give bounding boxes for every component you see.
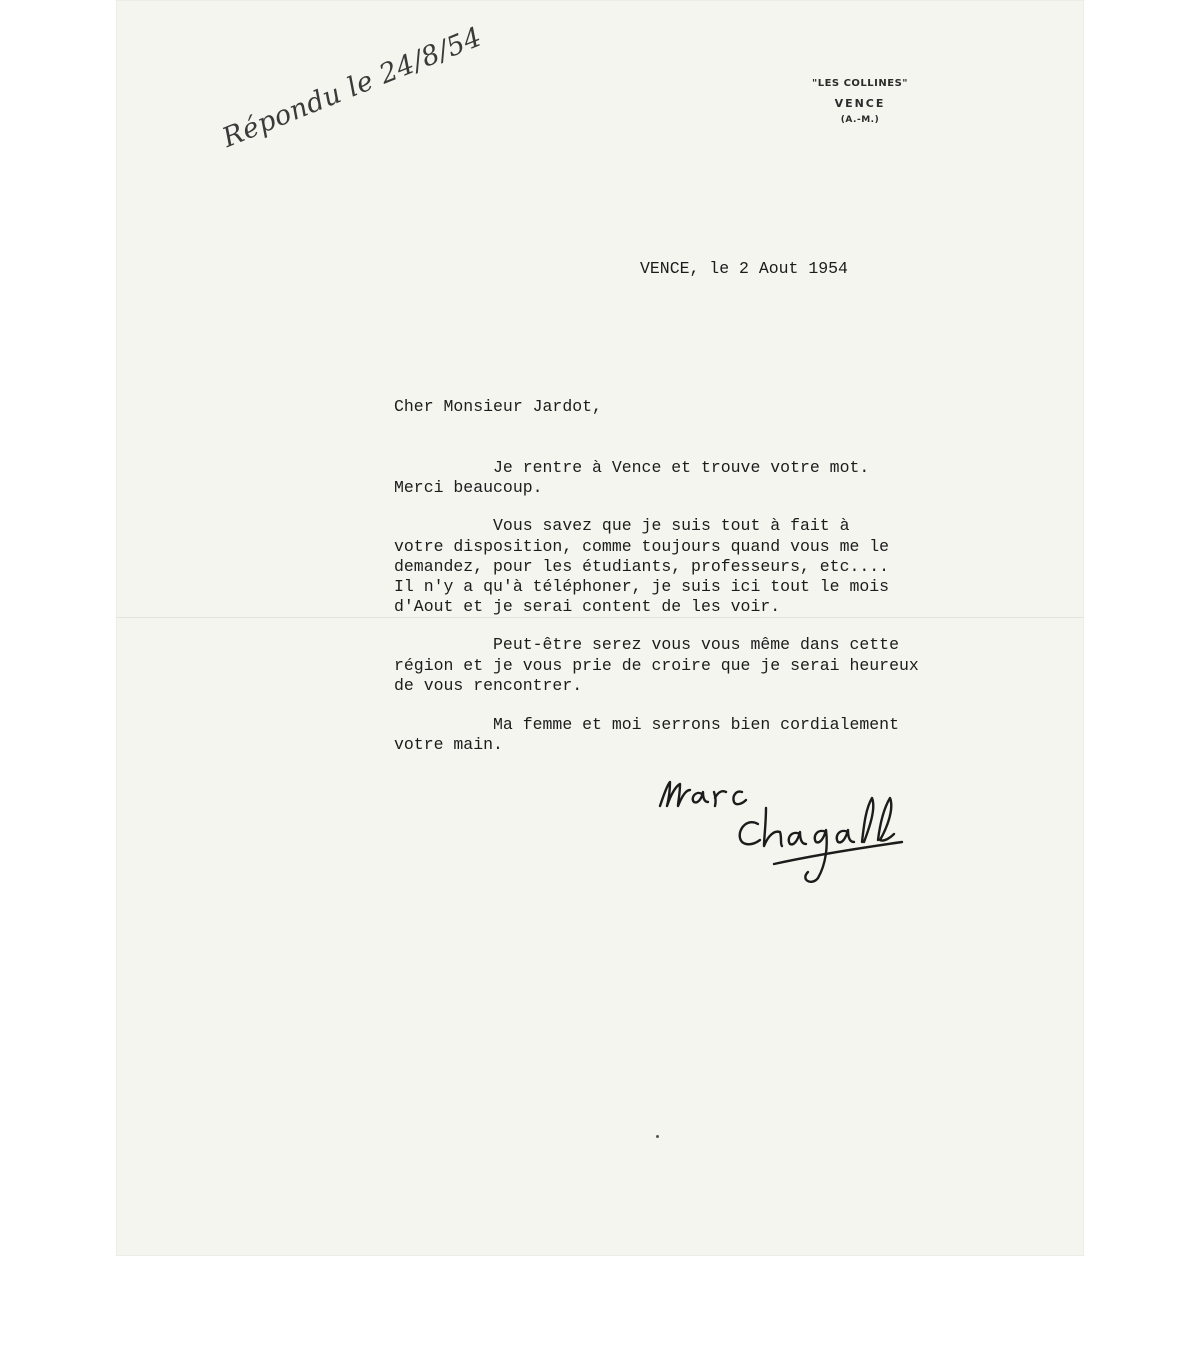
signature-marc-chagall <box>640 768 920 888</box>
letter-date: VENCE, le 2 Aout 1954 <box>640 259 848 278</box>
body-line: Peut-être serez vous vous même dans cette <box>394 635 899 654</box>
letterhead-name: "LES COLLINES" <box>811 78 908 89</box>
body-line: Vous savez que je suis tout à fait à <box>394 516 850 535</box>
letterhead-town: VENCE <box>834 97 886 110</box>
paper-fold-line <box>116 617 1084 618</box>
body-line: Je rentre à Vence et trouve votre mot. <box>394 458 870 477</box>
body-line: Ma femme et moi serrons bien cordialement <box>394 715 899 734</box>
body-line: votre main. <box>394 735 503 754</box>
body-line: d'Aout et je serai content de les voir. <box>394 597 781 616</box>
letter-paper <box>116 0 1084 1256</box>
letterhead-department: (A.-M.) <box>840 115 880 125</box>
body-line: région et je vous prie de croire que je serai heureux <box>394 656 919 675</box>
body-line: Merci beaucoup. <box>394 478 543 497</box>
body-line: votre disposition, comme toujours quand vous me le <box>394 537 890 556</box>
body-line: Il n'y a qu'à téléphoner, je suis ici tout le mois <box>394 577 890 596</box>
letter-salutation: Cher Monsieur Jardot, <box>394 397 602 416</box>
handwritten-reply-note: Répondu le 24/8/54 <box>218 21 487 154</box>
body-line: de vous rencontrer. <box>394 676 583 695</box>
paper-speck <box>656 1135 659 1138</box>
body-line: demandez, pour les étudiants, professeurs, etc.... <box>394 557 890 576</box>
